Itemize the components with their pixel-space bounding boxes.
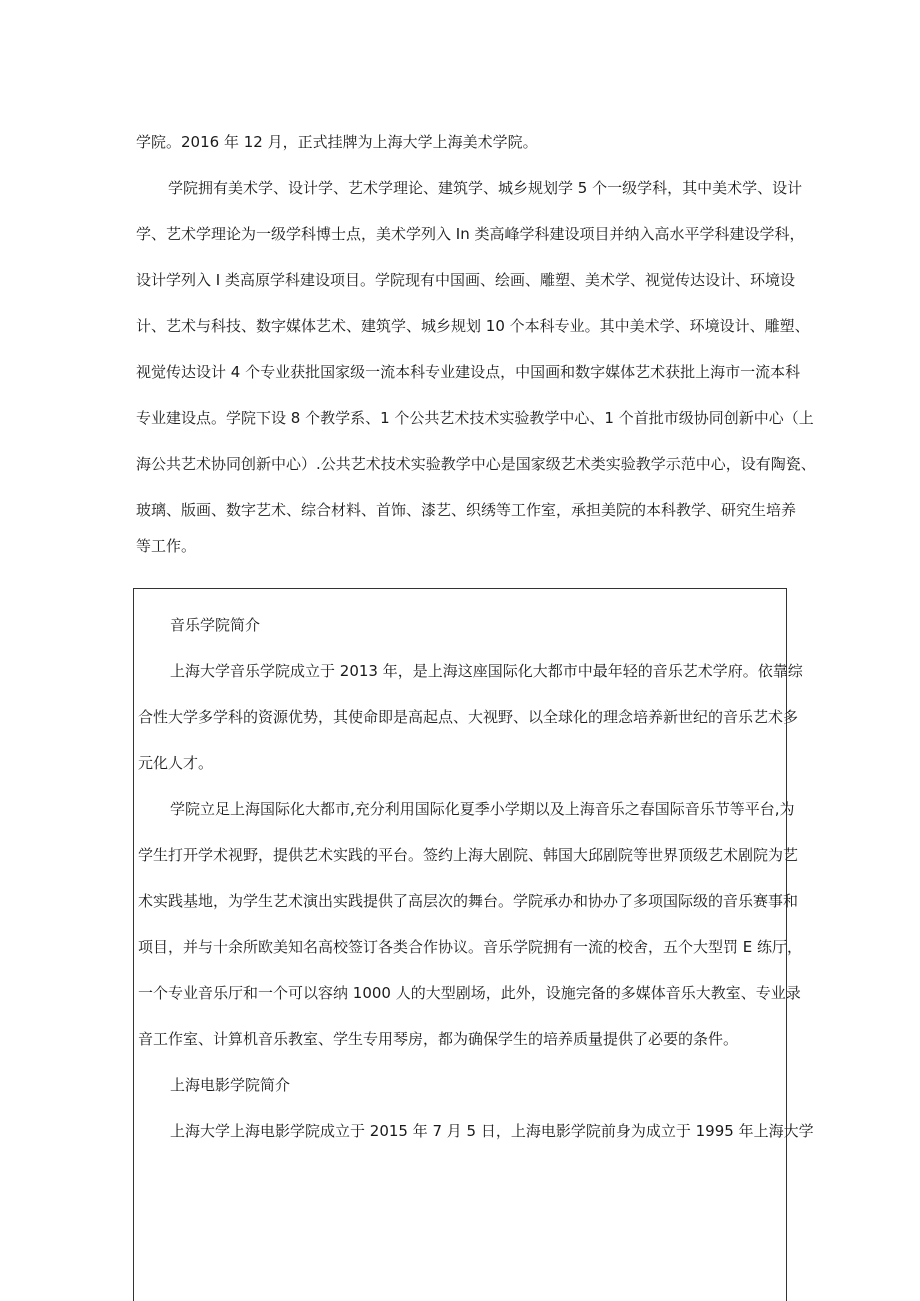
text-line: 学生打开学术视野，提供艺术实践的平台。签约上海大剧院、韩国大邱剧院等世界顶级艺术剧院为艺 [138,846,799,864]
text-line: 专业建设点。学院下设 8 个教学系、1 个公共艺术技术实验教学中心、1 个首批市级协同创新中心（上 [136,409,814,427]
text-line: 学院拥有美术学、设计学、艺术学理论、建筑学、城乡规划学 5 个一级学科，其中美术学、设计 [168,179,803,197]
text-line: 学院立足上海国际化大都市,充分利用国际化夏季小学期以及上海音乐之春国际音乐节等平台,为 [170,800,795,818]
text-line: 音工作室、计算机音乐教室、学生专用琴房，都为确保学生的培养质量提供了必要的条件。 [138,1030,739,1048]
text-line: 上海大学音乐学院成立于 2013 年，是上海这座国际化大都市中最年轻的音乐艺术学府。依靠综 [170,662,803,680]
text-line: 视觉传达设计 4 个专业获批国家级一流本科专业建设点，中国画和数字媒体艺术获批上海市一流本科 [136,363,801,381]
text-line: 玻璃、版画、数字艺术、综合材料、首饰、漆艺、织绣等工作室，承担美院的本科教学、研究生培养 [136,501,797,519]
text-line: 学、艺术学理论为一级学科博士点，美术学列入 In 类高峰学科建设项目并纳入高水平学科建设学科， [136,225,805,243]
text-line: 等工作。 [136,537,197,555]
text-line: 术实践基地，为学生艺术演出实践提供了高层次的舞台。学院承办和协办了多项国际级的音乐赛事和 [138,892,799,910]
text-line: 合性大学多学科的资源优势，其使命即是高起点、大视野、以全球化的理念培养新世纪的音乐艺术多 [138,708,799,726]
text-line: 元化人才。 [138,754,214,772]
text-line: 一个专业音乐厅和一个可以容纳 1000 人的大型剧场，此外，设施完备的多媒体音乐大教室、专业录 [138,984,801,1002]
section-heading-music: 音乐学院简介 [170,616,261,634]
text-line: 计、艺术与科技、数字媒体艺术、建筑学、城乡规划 10 个本科专业。其中美术学、环境设计、雕塑、 [136,317,810,335]
text-line: 学院。2016 年 12 月，正式挂牌为上海大学上海美术学院。 [136,133,538,151]
section-heading-film: 上海电影学院简介 [170,1076,291,1094]
fine-arts-section [136,126,816,562]
text-line: 设计学列入 I 类高原学科建设项目。学院现有中国画、绘画、雕塑、美术学、视觉传达设计、环境设 [136,271,795,289]
text-line: 项目，并与十余所欧美知名高校签订各类合作协议。音乐学院拥有一流的校舍，五个大型罚 E 练厅， [138,938,803,956]
text-line: 海公共艺术协同创新中心）.公共艺术技术实验教学中心是国家级艺术类实验教学示范中心，设有陶瓷、 [136,455,816,473]
text-line: 上海大学上海电影学院成立于 2015 年 7 月 5 日，上海电影学院前身为成立于 1995 年上海大学 [170,1122,814,1140]
bordered-section [133,588,814,1301]
